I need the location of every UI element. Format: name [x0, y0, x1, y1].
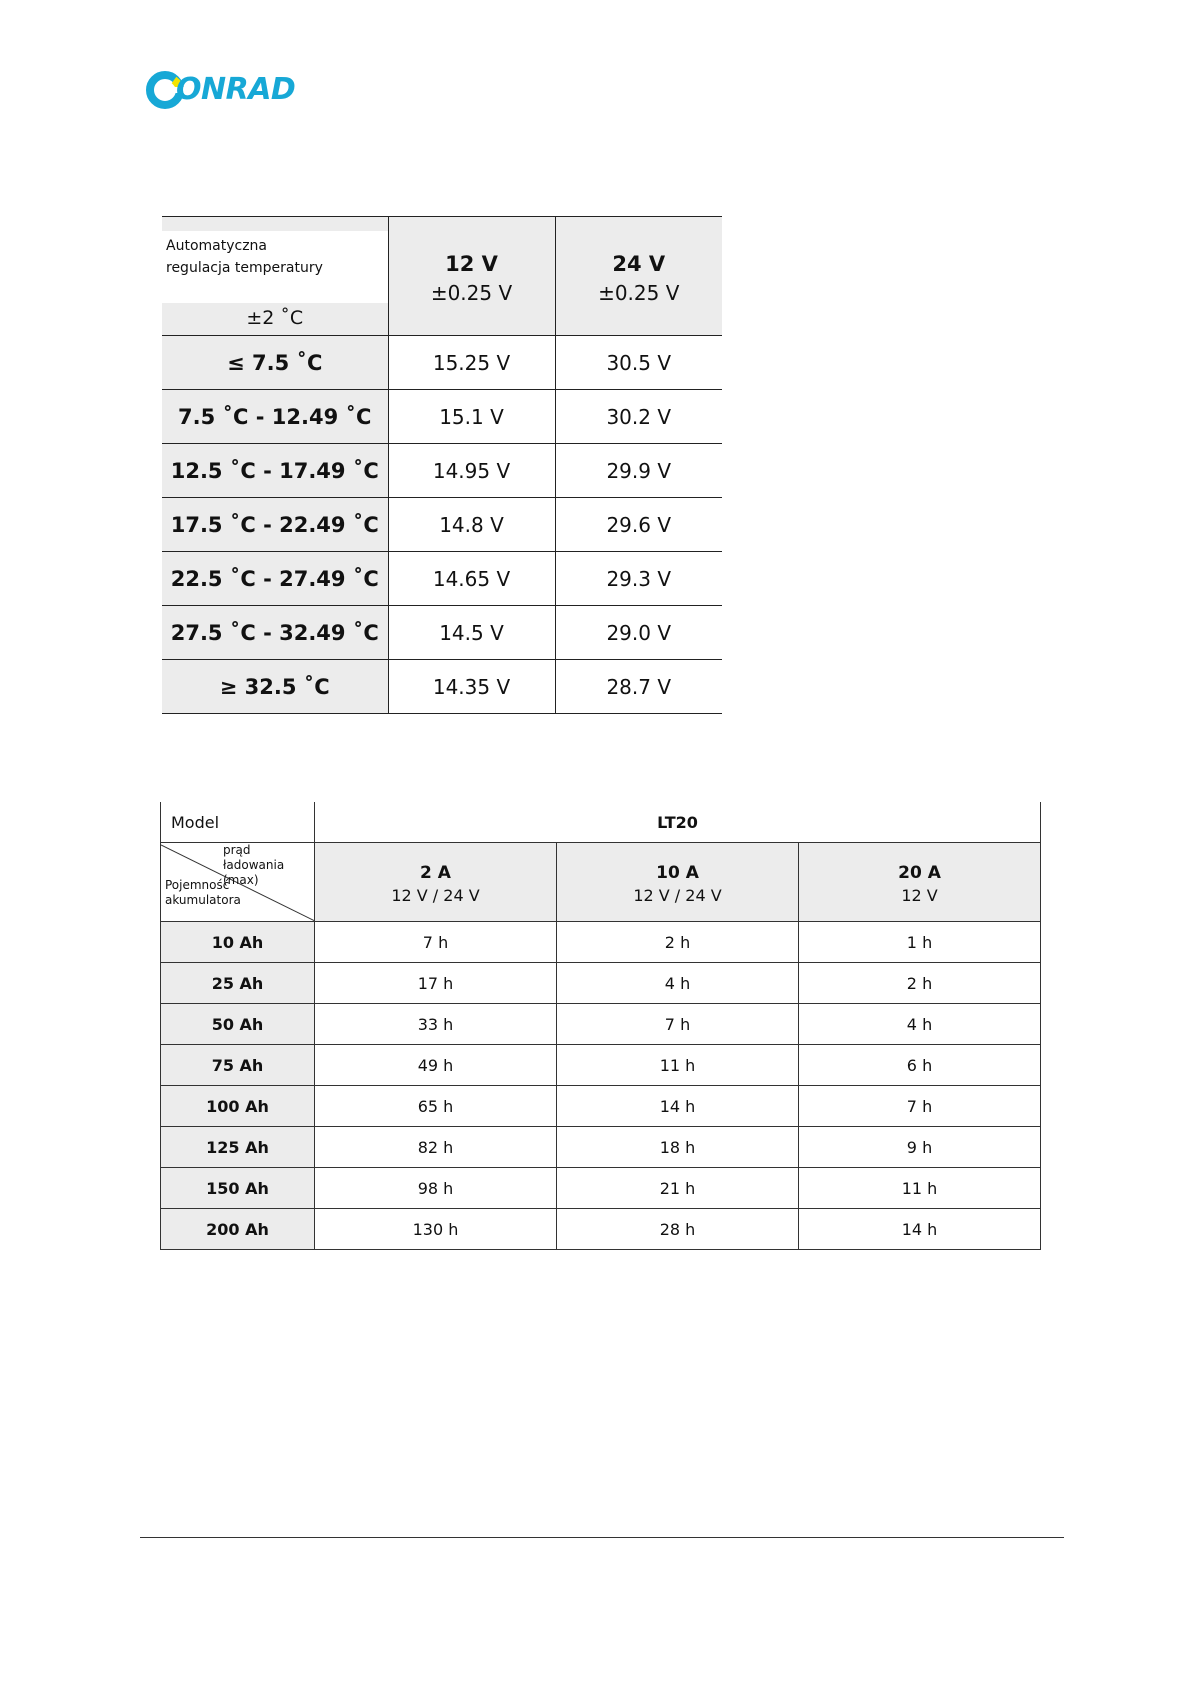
- temperature-header-line1: Automatyczna: [166, 238, 267, 254]
- voltage-24v-tolerance: ±0.25 V: [598, 281, 680, 305]
- voltage-12v-value: 14.65 V: [388, 552, 555, 606]
- charging-time: 33 h: [315, 1004, 557, 1045]
- charging-time: 2 h: [799, 963, 1041, 1004]
- charging-time: 82 h: [315, 1127, 557, 1168]
- diagonal-header-cell: [161, 843, 315, 922]
- conrad-logo-text: ONRAD: [176, 72, 296, 107]
- charging-time: 7 h: [557, 1004, 799, 1045]
- diag-charging-current: prąd ładowania: [223, 843, 285, 872]
- voltage-12v-tolerance: ±0.25 V: [430, 281, 513, 305]
- current-voltage: 12 V: [901, 885, 938, 905]
- voltage-24v-value: 28.7 V: [555, 660, 722, 714]
- table-row: [162, 606, 722, 660]
- charging-time: 14 h: [799, 1209, 1041, 1250]
- current-column-header: [799, 843, 1041, 922]
- charging-time: 4 h: [799, 1004, 1041, 1045]
- voltage-12v-header: [388, 217, 555, 336]
- charging-time: 21 h: [557, 1168, 799, 1209]
- temperature-range: 27.5 ˚C - 32.49 ˚C: [162, 606, 388, 660]
- current-amp: 2 A: [420, 862, 451, 883]
- diag-battery: akumulatora: [165, 893, 241, 907]
- current-column-header: [315, 843, 557, 922]
- voltage-24v-value: 29.0 V: [555, 606, 722, 660]
- voltage-24v-value: 29.6 V: [555, 498, 722, 552]
- table-row: [161, 922, 1041, 963]
- current-voltage: 12 V / 24 V: [391, 885, 480, 905]
- diag-capacity: Pojemność: [165, 878, 230, 892]
- current-voltage: 12 V / 24 V: [633, 885, 722, 905]
- model-value: LT20: [315, 802, 1041, 843]
- table-row: [161, 1209, 1041, 1250]
- table-row: [161, 1045, 1041, 1086]
- voltage-12v-value: 15.1 V: [388, 390, 555, 444]
- charging-time: 28 h: [557, 1209, 799, 1250]
- current-amp: 10 A: [656, 862, 699, 883]
- temperature-range: ≥ 32.5 ˚C: [162, 660, 388, 714]
- voltage-12v-label: 12 V: [445, 252, 498, 276]
- charging-current-header: [161, 843, 1041, 922]
- diag-max: (max): [223, 873, 259, 887]
- temperature-range: 22.5 ˚C - 27.49 ˚C: [162, 552, 388, 606]
- voltage-12v-value: 14.5 V: [388, 606, 555, 660]
- voltage-24v-value: 30.5 V: [555, 336, 722, 390]
- battery-capacity: 200 Ah: [161, 1209, 315, 1250]
- charging-time: 9 h: [799, 1127, 1041, 1168]
- charging-time: 7 h: [799, 1086, 1041, 1127]
- table-row: [161, 1127, 1041, 1168]
- current-amp: 20 A: [898, 862, 941, 883]
- temperature-range: 7.5 ˚C - 12.49 ˚C: [162, 390, 388, 444]
- charging-time-table: [160, 802, 1041, 1250]
- temperature-range: ≤ 7.5 ˚C: [162, 336, 388, 390]
- voltage-24v-value: 29.9 V: [555, 444, 722, 498]
- voltage-12v-value: 14.35 V: [388, 660, 555, 714]
- current-column-header: [557, 843, 799, 922]
- charging-time: 4 h: [557, 963, 799, 1004]
- charging-time: 130 h: [315, 1209, 557, 1250]
- temperature-header-line2: regulacja temperatury: [166, 260, 323, 276]
- model-row: [161, 802, 1041, 843]
- temperature-range: 17.5 ˚C - 22.49 ˚C: [162, 498, 388, 552]
- charging-time: 49 h: [315, 1045, 557, 1086]
- voltage-24v-header: [555, 217, 722, 336]
- voltage-24v-label: 24 V: [612, 252, 666, 276]
- charging-time: 6 h: [799, 1045, 1041, 1086]
- battery-capacity: 100 Ah: [161, 1086, 315, 1127]
- charging-time: 98 h: [315, 1168, 557, 1209]
- battery-capacity: 75 Ah: [161, 1045, 315, 1086]
- table-row: [161, 1168, 1041, 1209]
- table-row: [162, 552, 722, 606]
- charging-time: 11 h: [557, 1045, 799, 1086]
- table-row: [162, 336, 722, 390]
- conrad-logo: [146, 68, 302, 112]
- voltage-12v-value: 14.8 V: [388, 498, 555, 552]
- voltage-24v-value: 30.2 V: [555, 390, 722, 444]
- charging-time: 65 h: [315, 1086, 557, 1127]
- footer-divider: [140, 1537, 1064, 1538]
- charging-time: 17 h: [315, 963, 557, 1004]
- battery-capacity: 125 Ah: [161, 1127, 315, 1168]
- temperature-header-label: [162, 217, 388, 336]
- voltage-12v-value: 14.95 V: [388, 444, 555, 498]
- table-row: [162, 444, 722, 498]
- temperature-range: 12.5 ˚C - 17.49 ˚C: [162, 444, 388, 498]
- temperature-tolerance: ±2 ˚C: [246, 307, 304, 329]
- table-row: [161, 1004, 1041, 1045]
- table-row: [161, 963, 1041, 1004]
- voltage-24v-value: 29.3 V: [555, 552, 722, 606]
- battery-capacity: 25 Ah: [161, 963, 315, 1004]
- table-row: [161, 1086, 1041, 1127]
- charging-time: 1 h: [799, 922, 1041, 963]
- battery-capacity: 150 Ah: [161, 1168, 315, 1209]
- charging-time: 14 h: [557, 1086, 799, 1127]
- table-row: [162, 390, 722, 444]
- table-row: [162, 498, 722, 552]
- voltage-12v-value: 15.25 V: [388, 336, 555, 390]
- battery-capacity: 50 Ah: [161, 1004, 315, 1045]
- temperature-table-header: [162, 217, 722, 336]
- charging-time: 18 h: [557, 1127, 799, 1168]
- temperature-voltage-table: [162, 216, 722, 714]
- model-label: Model: [161, 802, 315, 843]
- charging-time: 11 h: [799, 1168, 1041, 1209]
- charging-time: 7 h: [315, 922, 557, 963]
- charging-time: 2 h: [557, 922, 799, 963]
- table-row: [162, 660, 722, 714]
- battery-capacity: 10 Ah: [161, 922, 315, 963]
